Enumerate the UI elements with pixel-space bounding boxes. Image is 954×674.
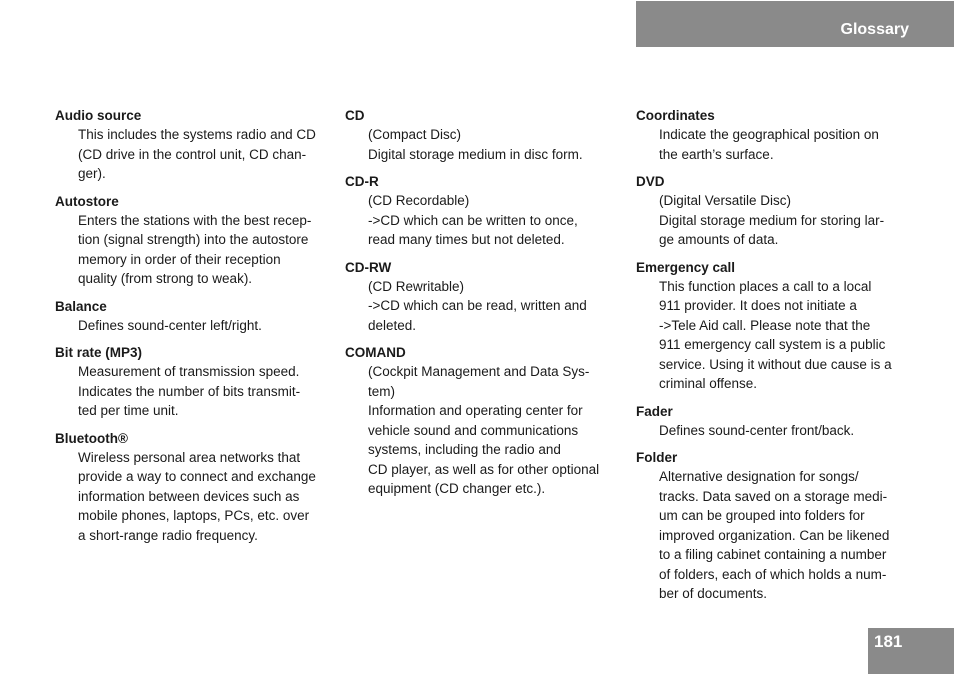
glossary-term: Autostore (55, 193, 119, 209)
glossary-column-3 (636, 106, 911, 612)
glossary-term: Bit rate (MP3) (55, 345, 143, 360)
glossary-entry (636, 172, 911, 250)
glossary-entry (345, 106, 620, 164)
glossary-term: COMAND (345, 345, 406, 360)
glossary-entry (55, 192, 330, 289)
page-number: 181 (874, 632, 903, 651)
glossary-term: CD-R (345, 174, 379, 189)
glossary-entry (636, 448, 911, 604)
glossary-entry (345, 172, 620, 250)
glossary-column-2 (345, 106, 620, 507)
glossary-definition: Enters the stations with the best recep- tion (signal strength) into the autostore memory in order of their reception quality (from strong to weak). (78, 212, 312, 286)
glossary-entry (636, 258, 911, 394)
glossary-definition: (CD Rewritable) ->CD which can be read, written and deleted. (368, 278, 587, 333)
glossary-entry (55, 297, 330, 336)
glossary-definition: Defines sound-center left/right. (78, 317, 262, 333)
glossary-column-1 (55, 106, 330, 553)
glossary-definition: Measurement of transmission speed. Indicates the number of bits transmit- ted per time unit. (78, 364, 301, 418)
glossary-term: DVD (636, 174, 665, 189)
glossary-entry (636, 402, 911, 441)
glossary-entry (55, 343, 330, 421)
glossary-term: CD-RW (345, 259, 392, 275)
glossary-entry (636, 106, 911, 164)
glossary-definition: Defines sound-center front/back. (659, 422, 855, 438)
glossary-definition: (CD Recordable) ->CD which can be written to once, read many times but not deleted. (368, 193, 578, 247)
glossary-definition: (Compact Disc) Digital storage medium in disc form. (368, 127, 583, 162)
glossary-definition: This includes the systems radio and CD (CD drive in the control unit, CD chan- ger). (78, 127, 316, 181)
glossary-term: Bluetooth® (55, 430, 128, 446)
glossary-term: Fader (636, 403, 673, 419)
glossary-term: Balance (55, 298, 107, 314)
glossary-term: Emergency call (636, 259, 736, 275)
glossary-definition: Alternative designation for songs/ tracks. Data saved on a storage medi- um can be grouped into folders for improved organization. Can be likened to a filing cabinet containing a number of folders, each of which holds a num- ber of documents. (659, 469, 890, 601)
glossary-definition: This function places a call to a local 911 provider. It does not initiate a ->Tele Aid call. Please note that the 911 emergency call system is a public service. Using it without due cause is a criminal offense. (659, 278, 892, 391)
glossary-term: CD (345, 108, 365, 123)
page-title: Glossary (840, 21, 909, 38)
glossary-term: Folder (636, 450, 678, 465)
glossary-definition: (Cockpit Management and Data Sys- tem) Information and operating center for vehicle sound and communications systems, including the radio and CD player, as well as for other optional equipment (CD changer etc.). (368, 364, 600, 496)
glossary-entry (55, 106, 330, 184)
glossary-entry (345, 343, 620, 499)
header-tab (636, 1, 954, 47)
page-number-tab (868, 628, 954, 674)
glossary-entry (55, 429, 330, 546)
glossary-term: Audio source (55, 108, 142, 123)
glossary-entry (345, 258, 620, 336)
glossary-definition: Indicate the geographical position on the earth’s surface. (659, 127, 879, 162)
glossary-definition: Wireless personal area networks that provide a way to connect and exchange information between devices such as mobile phones, laptops, PCs, etc. over a short-range radio frequency. (78, 449, 316, 543)
glossary-term: Coordinates (636, 108, 715, 123)
glossary-definition: (Digital Versatile Disc) Digital storage medium for storing lar- ge amounts of data. (659, 193, 885, 247)
